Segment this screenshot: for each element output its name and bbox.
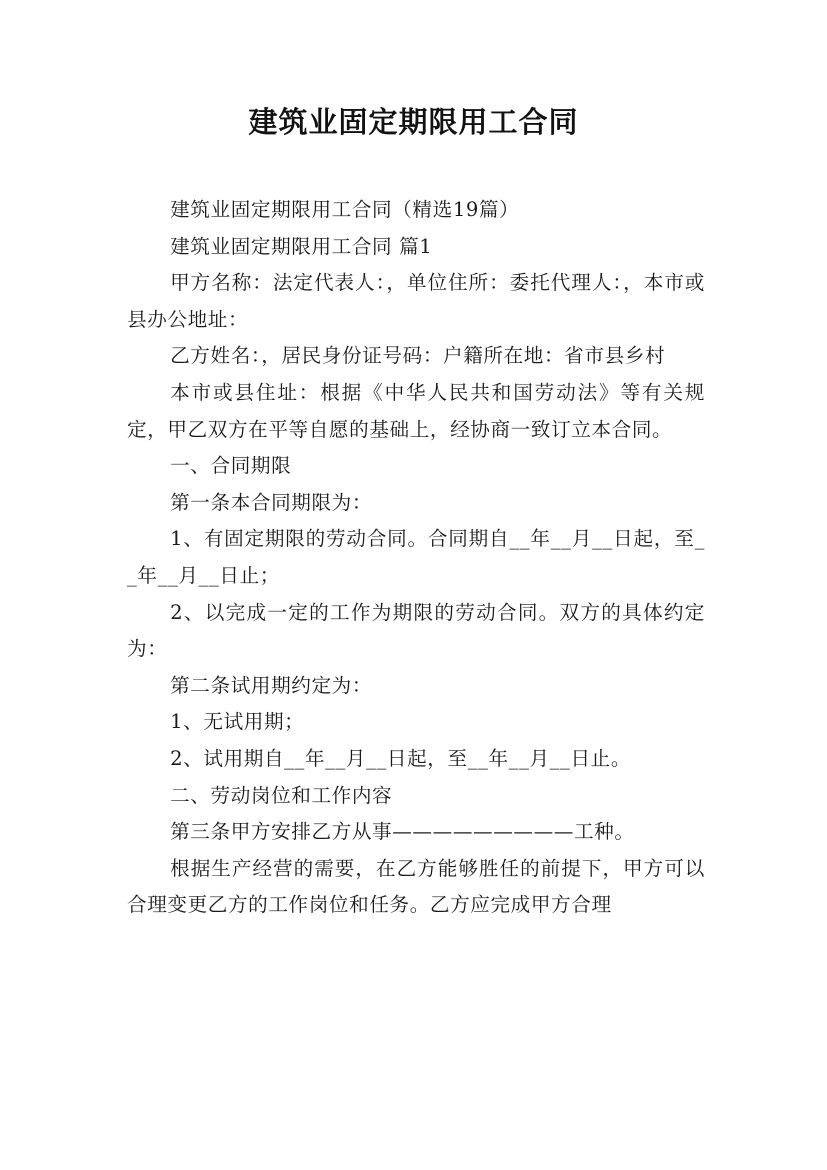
paragraph-party-a: 甲方名称：法定代表人：，单位住所：委托代理人：，本市或县办公地址： [127,271,705,331]
article-two-item-2: 2、试用期自__年__月__日起，至__年__月__日止。 [170,746,632,770]
document-body [127,192,705,924]
article-two: 第二条试用期约定为： [170,673,373,697]
paragraph-subtitle: 建筑业固定期限用工合同（精选19篇） [170,198,520,221]
article-three: 第三条甲方安排乙方从事—————————工种。 [170,820,635,844]
heading-contract-term: 一、合同期限 [170,454,292,478]
article-one: 第一条本合同期限为： [170,490,373,514]
article-one-item-1: 1、有固定期限的劳动合同。合同期自__年__月__日起，至__年__月__日止； [127,527,705,587]
paragraph-section-heading: 建筑业固定期限用工合同 篇1 [170,234,433,258]
paragraph-job-change: 根据生产经营的需要，在乙方能够胜任的前提下，甲方可以合理变更乙方的工作岗位和任务。乙方应完成甲方合理 [127,856,705,917]
paragraph-party-b: 乙方姓名：，居民身份证号码：户籍所在地：省市县乡村 [170,344,666,368]
paragraph-address-basis: 本市或县住址：根据《中华人民共和国劳动法》等有关规定，甲乙双方在平等自愿的基础上，经协商一致订立本合同。 [127,380,705,441]
document-title: 建筑业固定期限用工合同 [248,105,579,139]
heading-job-content: 二、劳动岗位和工作内容 [170,783,393,807]
article-two-item-1: 1、无试用期； [170,710,305,734]
article-one-item-2: 2、以完成一定的工作为期限的劳动合同。双方的具体约定为： [127,600,705,661]
